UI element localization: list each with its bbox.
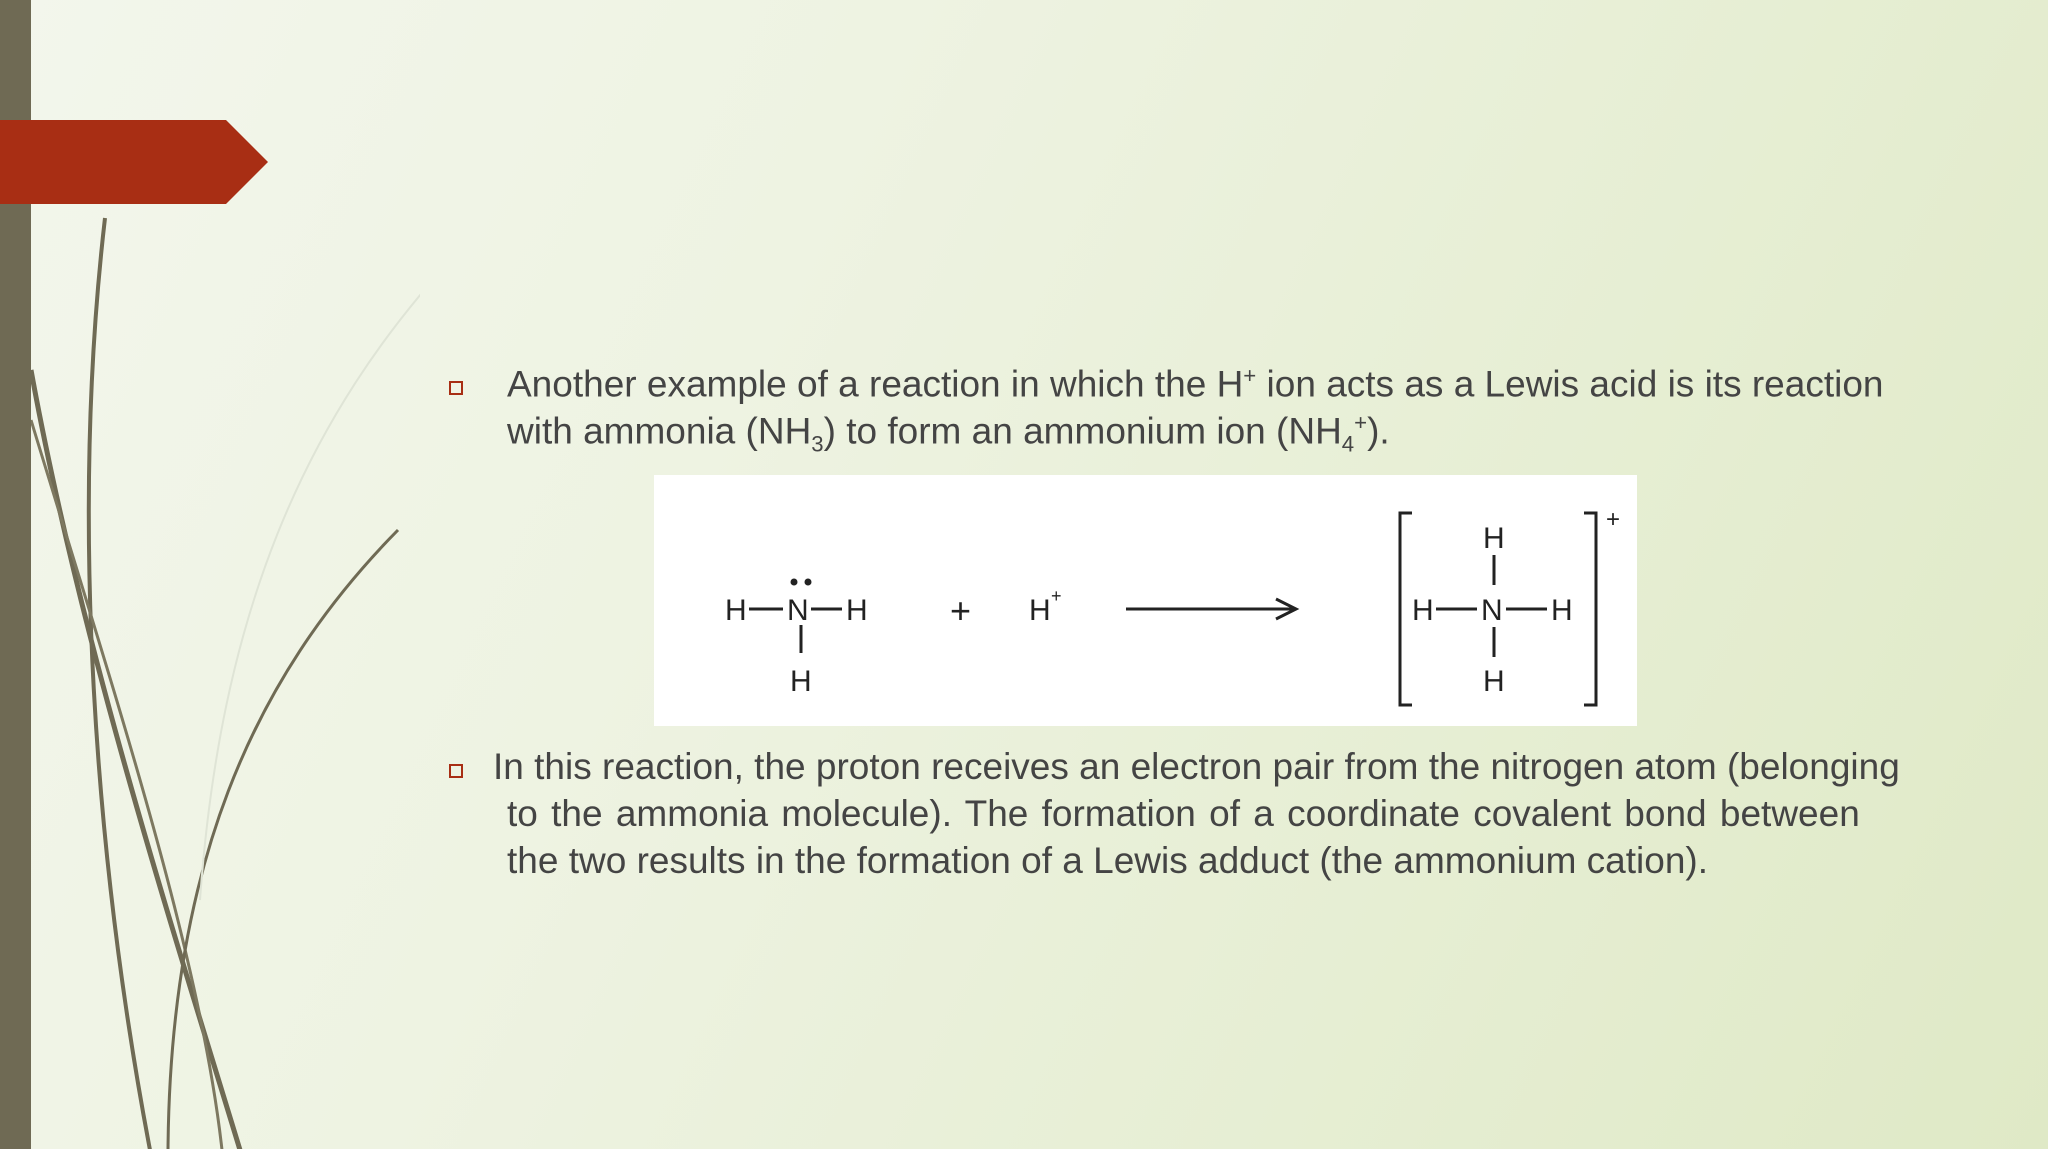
proton-h: H (1029, 594, 1051, 627)
ammonium-h-bottom: H (1483, 665, 1505, 698)
ammonia-h-bottom: H (790, 665, 812, 698)
ammonium-n: N (1481, 594, 1503, 627)
title-tab-shape (0, 120, 268, 204)
bullet-1-text-c: with ammonia (NH (507, 410, 812, 452)
bullet-2-line-1: In this reaction, the proton receives an electron pair from the nitrogen atom (belonging (493, 746, 1900, 787)
ammonium-charge: + (1606, 506, 1621, 533)
proton-charge: + (1051, 586, 1062, 606)
bullet-1-line-1 (507, 363, 1884, 405)
ammonia-h-right: H (846, 594, 868, 627)
bullet-2-line-3: the two results in the formation of a Lewis adduct (the ammonium cation). (507, 840, 1709, 881)
bullet-1-text-e: ). (1367, 410, 1390, 452)
ammonia-n: N (787, 594, 809, 627)
ammonium-h-left: H (1412, 594, 1434, 627)
bottom-edge (0, 1149, 2048, 1153)
superscript-plus-2: + (1354, 410, 1368, 435)
bullet-marker-1 (449, 381, 463, 395)
bullet-1-line-2 (507, 410, 1390, 458)
reaction-diagram (654, 475, 1637, 726)
ammonia-h-left: H (725, 594, 747, 627)
bullet-marker-2 (449, 764, 463, 778)
superscript-plus: + (1243, 363, 1257, 388)
subscript-3: 3 (811, 431, 824, 457)
subscript-4: 4 (1341, 431, 1355, 457)
bullet-1-text-b: ion acts as a Lewis acid is its reaction (1256, 363, 1884, 405)
ammonium-h-right: H (1551, 594, 1573, 627)
bullet-2-line-2: to the ammonia molecule). The formation of a coordinate covalent bond between (507, 793, 1860, 834)
plus-sign: + (950, 590, 972, 631)
bullet-1-text-d: ) to form an ammonium ion (NH (823, 410, 1342, 452)
bullet-1-text-a: Another example of a reaction in which the H (507, 363, 1244, 405)
ammonium-h-top: H (1483, 522, 1505, 555)
